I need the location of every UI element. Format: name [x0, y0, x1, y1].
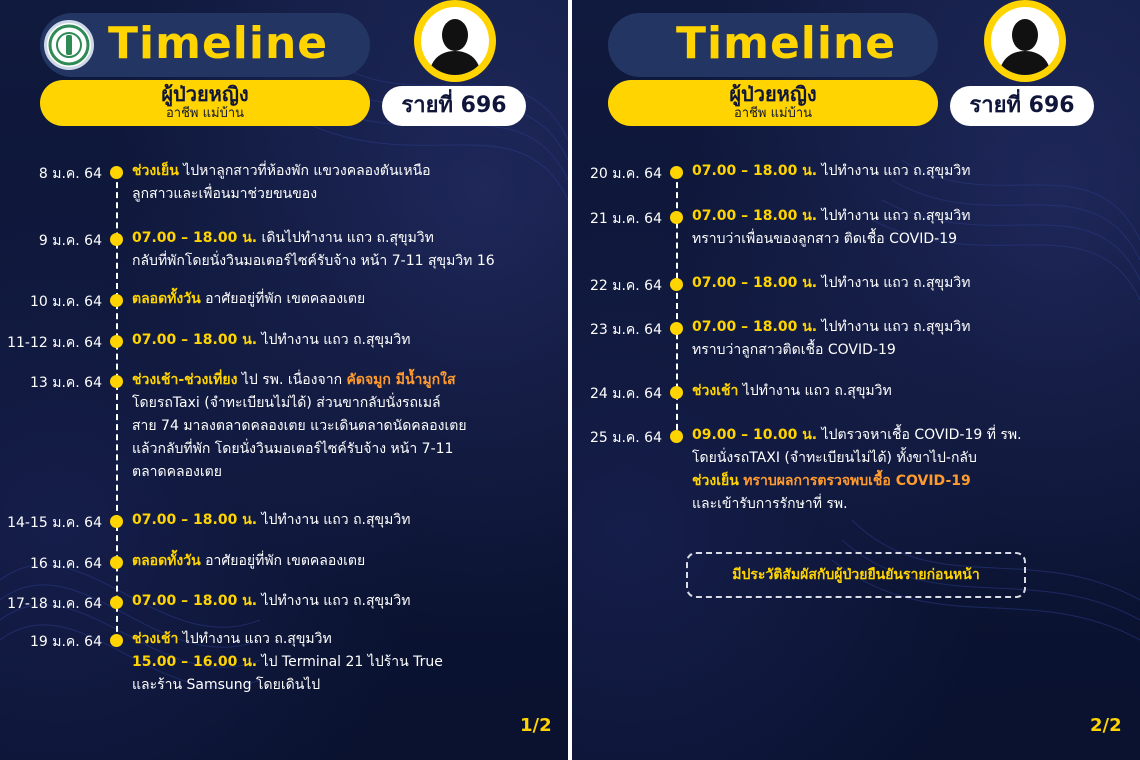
patient-occupation: อาชีพ แม่บ้าน: [165, 106, 245, 121]
entry-line: [132, 550, 365, 573]
time-highlight: 07.00 – 18.00 น.: [692, 275, 818, 291]
entry-line: [132, 509, 410, 532]
entry-line: [132, 461, 222, 484]
timeline-dot-icon: [670, 386, 683, 399]
entry-line: [132, 438, 453, 461]
entry-text: โดยนั่งรถTAXI (จำทะเบียนไม่ได้) ทั้งขาไป-กลับ: [692, 450, 977, 466]
time-highlight: 07.00 – 18.00 น.: [132, 332, 258, 348]
entry-date: 19 ม.ค. 64: [29, 634, 102, 650]
entry-line: [692, 424, 1022, 447]
entry-date: 11-12 ม.ค. 64: [7, 335, 102, 351]
entry-text: ทราบว่าเพื่อนของลูกสาว ติดเชื้อ COVID-19: [692, 231, 958, 247]
entry-line: [692, 470, 971, 493]
entry-text: ลูกสาวและเพื่อนมาช่วยขนของ: [132, 186, 318, 202]
entry-text: กลับที่พักโดยนั่งวินมอเตอร์ไซค์รับจ้าง หน้า 7-11 สุขุมวิท 16: [132, 253, 495, 269]
entry-line: [132, 250, 495, 273]
time-highlight: 07.00 – 18.00 น.: [692, 319, 818, 335]
entry-date: 24 ม.ค. 64: [589, 386, 662, 402]
entry-date: 22 ม.ค. 64: [589, 278, 662, 294]
entry-line: [132, 628, 332, 651]
entry-line: [692, 316, 970, 339]
entry-text: ไป Terminal 21 ไปร้าน True: [257, 654, 443, 670]
entry-date: 9 ม.ค. 64: [38, 233, 102, 249]
timeline-page-1: [0, 0, 568, 760]
page-title: Timeline: [676, 18, 897, 69]
timeline-page-2: [572, 0, 1140, 760]
entry-text: โดยรถTaxi (จำทะเบียนไม่ได้) ส่วนขากลับนั่งรถเมล์: [132, 395, 441, 411]
entry-line: [692, 205, 970, 228]
patient-gender: ผู้ป่วยหญิง: [729, 82, 817, 106]
time-highlight: 07.00 – 18.00 น.: [132, 230, 258, 246]
entry-date: 17-18 ม.ค. 64: [7, 596, 102, 612]
person-silhouette-icon: [414, 0, 496, 82]
timeline-dot-icon: [110, 556, 123, 569]
time-highlight: ช่วงเย็น: [692, 473, 739, 489]
entry-text: ไปทำงาน แถว ถ.สุขุมวิท: [178, 631, 332, 647]
entry-line: [132, 392, 441, 415]
entry-date: 16 ม.ค. 64: [29, 556, 102, 572]
entry-date: 10 ม.ค. 64: [29, 294, 102, 310]
entry-date: 13 ม.ค. 64: [29, 375, 102, 391]
entry-text: ไป รพ. เนื่องจาก: [237, 372, 347, 388]
case-badge: รายที่ 696: [382, 86, 526, 126]
entry-text: ตลาดคลองเตย: [132, 464, 222, 480]
time-highlight: 07.00 – 18.00 น.: [692, 163, 818, 179]
timeline-dot-icon: [670, 430, 683, 443]
entry-line: [692, 160, 970, 183]
timeline-dot-icon: [670, 166, 683, 179]
entry-text: และร้าน Samsung โดยเดินไป: [132, 677, 321, 693]
entry-text: และเข้ารับการรักษาที่ รพ.: [692, 496, 848, 512]
entry-date: 20 ม.ค. 64: [589, 166, 662, 182]
timeline-dot-icon: [110, 294, 123, 307]
entry-text: ไปทำงาน แถว ถ.สุขุมวิท: [817, 208, 971, 224]
entry-text: ไปทำงาน แถว ถ.สุขุมวิท: [257, 512, 411, 528]
time-highlight: ตลอดทั้งวัน: [132, 553, 201, 569]
entry-date: 25 ม.ค. 64: [589, 430, 662, 446]
timeline-dot-icon: [670, 322, 683, 335]
entry-date: 14-15 ม.ค. 64: [7, 515, 102, 531]
entry-text: อาศัยอยู่ที่พัก เขตคลองเตย: [200, 553, 366, 569]
case-badge: รายที่ 696: [950, 86, 1094, 126]
page-title: Timeline: [108, 18, 329, 69]
entry-line: [132, 651, 443, 674]
timeline-dot-icon: [670, 211, 683, 224]
timeline-dot-icon: [110, 634, 123, 647]
timeline-dot-icon: [110, 375, 123, 388]
entry-line: [692, 493, 848, 516]
time-highlight: ช่วงเย็น: [132, 163, 179, 179]
patient-occupation: อาชีพ แม่บ้าน: [733, 106, 813, 121]
entry-text: ไปทำงาน แถว ถ.สุขุมวิท: [817, 319, 971, 335]
entry-line: [132, 160, 431, 183]
entry-text: เดินไปทำงาน แถว ถ.สุขุมวิท: [257, 230, 434, 246]
entry-line: [692, 447, 977, 470]
entry-text: ทราบว่าลูกสาวติดเชื้อ COVID-19: [692, 342, 896, 358]
time-highlight: 07.00 – 18.00 น.: [132, 512, 258, 528]
ministry-seal-icon: [44, 20, 94, 70]
timeline-dot-icon: [670, 278, 683, 291]
entry-line: [132, 590, 410, 613]
patient-pill: [40, 80, 370, 126]
patient-pill: [608, 80, 938, 126]
contact-note: มีประวัติสัมผัสกับผู้ป่วยยืนยันรายก่อนหน้า: [686, 552, 1026, 598]
entry-date: 23 ม.ค. 64: [589, 322, 662, 338]
time-highlight: 07.00 – 18.00 น.: [692, 208, 818, 224]
timeline-dot-icon: [110, 335, 123, 348]
entry-line: [132, 227, 434, 250]
person-silhouette-icon: [984, 0, 1066, 82]
entry-date: 21 ม.ค. 64: [589, 211, 662, 227]
entry-text: ไปทำงาน แถว ถ.สุขุมวิท: [738, 383, 892, 399]
timeline-dot-icon: [110, 515, 123, 528]
entry-line: [132, 183, 317, 206]
entry-line: [692, 228, 957, 251]
entry-line: [132, 674, 320, 697]
entry-line: [692, 272, 970, 295]
entry-text: ไปทำงาน แถว ถ.สุขุมวิท: [817, 275, 971, 291]
entry-line: [132, 369, 456, 392]
time-highlight: ตลอดทั้งวัน: [132, 291, 201, 307]
entry-text: แล้วกลับที่พัก โดยนั่งวินมอเตอร์ไซค์รับจ้าง หน้า 7-11: [132, 441, 454, 457]
entry-line: [132, 415, 467, 438]
entry-text: อาศัยอยู่ที่พัก เขตคลองเตย: [200, 291, 366, 307]
entry-line: [132, 288, 365, 311]
entry-line: [132, 329, 410, 352]
timeline-dot-icon: [110, 166, 123, 179]
page-number: 1/2: [520, 715, 552, 736]
entry-line: [692, 339, 896, 362]
entry-text: ไปทำงาน แถว ถ.สุขุมวิท: [257, 593, 411, 609]
timeline-dot-icon: [110, 233, 123, 246]
time-highlight: ช่วงเช้า-ช่วงเที่ยง: [132, 372, 238, 388]
time-highlight: 07.00 – 18.00 น.: [132, 593, 258, 609]
entry-text: ไปตรวจหาเชื้อ COVID-19 ที่ รพ.: [817, 427, 1022, 443]
entry-text: ไปหาลูกสาวที่ห้องพัก แขวงคลองตันเหนือ: [178, 163, 431, 179]
entry-line: [692, 380, 892, 403]
entry-text: ไปทำงาน แถว ถ.สุขุมวิท: [257, 332, 411, 348]
patient-gender: ผู้ป่วยหญิง: [161, 82, 249, 106]
time-highlight: ช่วงเช้า: [692, 383, 739, 399]
entry-text: ไปทำงาน แถว ถ.สุขุมวิท: [817, 163, 971, 179]
symptom-highlight: คัดจมูก มีน้ำมูกใส: [346, 372, 456, 388]
time-highlight: ช่วงเช้า: [132, 631, 179, 647]
timeline-dot-icon: [110, 596, 123, 609]
time-highlight: 09.00 – 10.00 น.: [692, 427, 818, 443]
entry-date: 8 ม.ค. 64: [38, 166, 102, 182]
entry-text: สาย 74 มาลงตลาดคลองเตย แวะเดินตลาดนัดคลองเตย: [132, 418, 467, 434]
time-highlight: 15.00 – 16.00 น.: [132, 654, 258, 670]
page-number: 2/2: [1090, 715, 1122, 736]
symptom-highlight: ทราบผลการตรวจพบเชื้อ COVID-19: [743, 473, 971, 489]
